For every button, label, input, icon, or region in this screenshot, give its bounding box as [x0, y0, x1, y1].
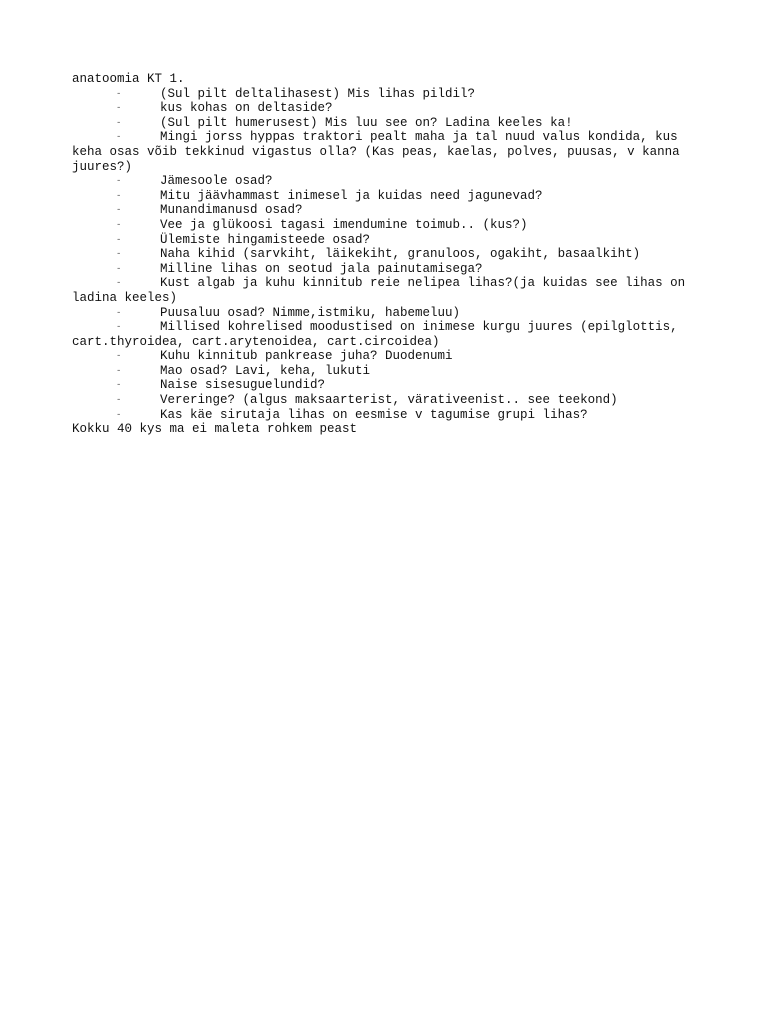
list-item-text: Millised kohrelised moodustised on inimese kurgu juures (epilglottis, cart.thyroidea, cart.arytenoidea, cart.circoidea) — [72, 320, 686, 349]
list-item — [72, 247, 696, 262]
list-item-text: Vee ja glükoosi tagasi imendumine toimub.. (kus?) — [160, 217, 528, 232]
list-item — [72, 320, 696, 349]
list-item — [72, 364, 696, 379]
list-item — [72, 349, 696, 364]
list-item — [72, 203, 696, 218]
list-item-text: Kust algab ja kuhu kinnitub reie nelipea lihas?(ja kuidas see lihas on ladina keeles) — [72, 276, 693, 305]
list-item-text: Kuhu kinnitub pankrease juha? Duodenumi — [160, 349, 453, 364]
bullet-icon: - — [116, 88, 122, 99]
bullet-icon: - — [116, 365, 122, 376]
list-item — [72, 174, 696, 189]
list-item — [72, 101, 696, 116]
bullet-icon: - — [116, 322, 122, 333]
bullet-icon: - — [116, 234, 122, 245]
list-item-text: Milline lihas on seotud jala painutamisega? — [160, 261, 483, 276]
list-item-text: kus kohas on deltaside? — [160, 101, 333, 116]
bullet-icon: - — [116, 409, 122, 420]
list-item — [72, 130, 696, 174]
document-body — [72, 72, 696, 437]
bullet-icon: - — [116, 205, 122, 216]
list-item-text: Mitu jäävhammast inimesel ja kuidas need jagunevad? — [160, 188, 543, 203]
list-item — [72, 218, 696, 233]
bullet-icon: - — [116, 132, 122, 143]
list-item-text: Puusaluu osad? Nimme,istmiku, habemeluu) — [160, 305, 461, 320]
bullet-icon: - — [116, 395, 122, 406]
document-title: anatoomia KT 1. — [72, 72, 185, 86]
bullet-icon: - — [116, 103, 122, 114]
question-list — [72, 87, 696, 423]
list-item — [72, 189, 696, 204]
list-item-text: Naha kihid (sarvkiht, läikekiht, granuloos, ogakiht, basaalkiht) — [160, 247, 641, 262]
bullet-icon: - — [116, 176, 122, 187]
list-item — [72, 87, 696, 102]
list-item — [72, 116, 696, 131]
list-item-text: Mingi jorss hyppas traktori pealt maha ja tal nuud valus kondida, kus keha osas võib tekkinud vigastus olla? (Kas peas, kaelas, polves, puusas, v kanna juures?) — [72, 130, 688, 174]
list-item-text: Vereringe? (algus maksaarterist, värativeenist.. see teekond) — [160, 393, 618, 408]
bullet-icon: - — [116, 117, 122, 128]
list-item-text: Jämesoole osad? — [160, 174, 273, 189]
bullet-icon: - — [116, 219, 122, 230]
bullet-icon: - — [116, 263, 122, 274]
bullet-icon: - — [116, 307, 122, 318]
list-item-text: Kas käe sirutaja lihas on eesmise v tagumise grupi lihas? — [160, 407, 588, 422]
list-item-text: Ülemiste hingamisteede osad? — [160, 232, 371, 247]
list-item — [72, 408, 696, 423]
list-item-text: Munandimanusd osad? — [160, 203, 303, 218]
bullet-icon: - — [116, 351, 122, 362]
list-item-text: Mao osad? Lavi, keha, lukuti — [160, 363, 371, 378]
list-item-text: Naise sisesuguelundid? — [160, 378, 326, 393]
list-item — [72, 393, 696, 408]
bullet-icon: - — [116, 190, 122, 201]
list-item-text: (Sul pilt deltalihasest) Mis lihas pildil? — [160, 86, 476, 101]
list-item — [72, 262, 696, 277]
document-footer: Kokku 40 kys ma ei maleta rohkem peast — [72, 422, 358, 437]
list-item — [72, 306, 696, 321]
list-item — [72, 276, 696, 305]
bullet-icon: - — [116, 249, 122, 260]
list-item — [72, 378, 696, 393]
list-item — [72, 233, 696, 248]
bullet-icon: - — [116, 278, 122, 289]
bullet-icon: - — [116, 380, 122, 391]
list-item-text: (Sul pilt humerusest) Mis luu see on? Ladina keeles ka! — [160, 115, 573, 130]
